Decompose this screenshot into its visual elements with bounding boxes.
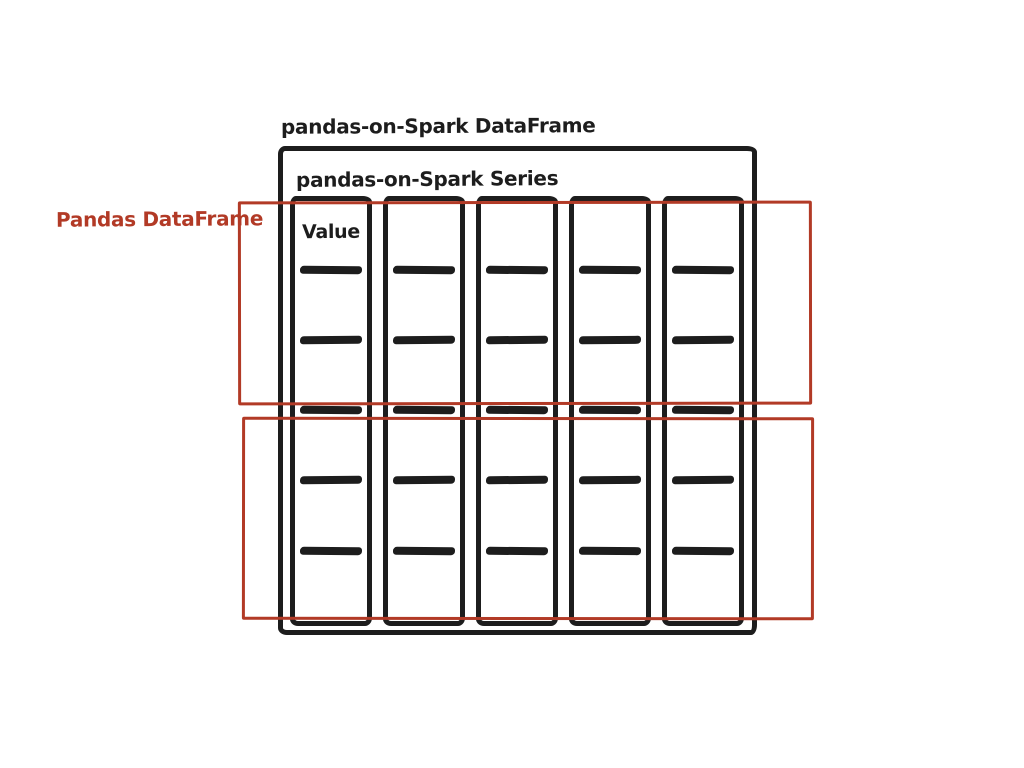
row-dash — [579, 406, 641, 414]
row-dash — [486, 406, 548, 414]
pandas-on-spark-dataframe-title: pandas-on-Spark DataFrame — [280, 113, 596, 139]
pandas-dataframe-label: Pandas DataFrame — [55, 206, 264, 232]
pandas-dataframe-partition-1 — [238, 201, 812, 406]
row-dash — [672, 406, 734, 414]
pandas-on-spark-series-label: pandas-on-Spark Series — [295, 166, 559, 192]
pandas-dataframe-partition-2 — [242, 417, 814, 621]
value-label: Value — [301, 220, 361, 244]
row-dash — [300, 406, 362, 414]
row-dash — [393, 406, 455, 414]
